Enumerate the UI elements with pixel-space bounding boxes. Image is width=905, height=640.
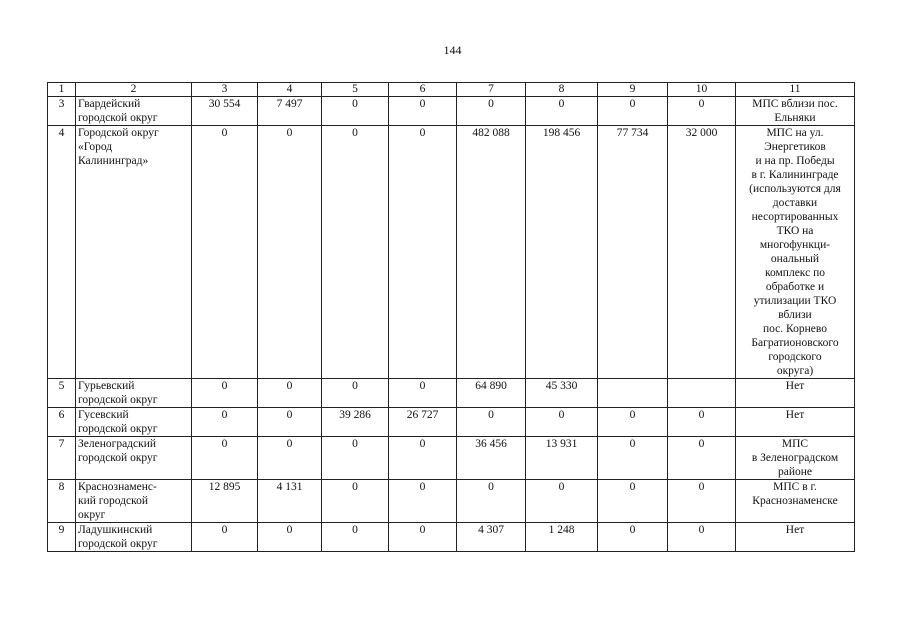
col5-cell: 0 (322, 437, 389, 480)
cell-line: Краснознаменске (752, 495, 838, 507)
cell-line: Зеленоградский (78, 438, 157, 450)
col6-cell: 0 (389, 437, 457, 480)
municipality-name-cell (76, 523, 192, 552)
cell-line: ТКО на (776, 225, 814, 237)
cell-line: Гвардейский (78, 98, 141, 110)
col5-cell: 0 (322, 126, 389, 379)
cell-line: комплекс по (765, 267, 825, 279)
facility-note-cell (736, 480, 855, 523)
cell-line: утилизации ТКО (753, 295, 837, 307)
cell-line: многофункци- (759, 239, 831, 251)
municipality-name-cell (76, 97, 192, 126)
header-cell: 2 (76, 83, 192, 97)
cell-line: Энергетиков (764, 141, 826, 153)
col9-cell: 0 (598, 480, 668, 523)
cell-line: несортированных (751, 211, 839, 223)
cell-line: городской округ (78, 423, 158, 435)
header-cell: 1 (48, 83, 76, 97)
municipality-name-cell (76, 126, 192, 379)
col8-cell: 0 (526, 97, 598, 126)
cell-line: городской округ (78, 112, 158, 124)
col10-cell: 0 (668, 523, 736, 552)
col7-cell: 0 (457, 97, 526, 126)
col5-cell: 0 (322, 523, 389, 552)
cell-line: ональный (770, 253, 820, 265)
col10-cell: 0 (668, 97, 736, 126)
cell-line: округа) (776, 365, 814, 377)
row-number-cell: 8 (48, 480, 76, 523)
col3-cell: 0 (192, 408, 258, 437)
cell-line: МПС на ул. (766, 127, 824, 139)
cell-line: Нет (785, 380, 805, 392)
header-cell: 6 (389, 83, 457, 97)
col6-cell: 0 (389, 480, 457, 523)
facility-note-cell (736, 408, 855, 437)
cell-line: городской округ (78, 538, 158, 550)
col7-cell: 36 456 (457, 437, 526, 480)
row-number-cell: 7 (48, 437, 76, 480)
municipality-name-cell (76, 480, 192, 523)
cell-line: Гусевский (78, 409, 129, 421)
municipality-name-cell (76, 379, 192, 408)
header-cell: 10 (668, 83, 736, 97)
municipality-name-cell (76, 437, 192, 480)
table-row (48, 523, 855, 552)
col6-cell: 0 (389, 523, 457, 552)
col7-cell: 0 (457, 480, 526, 523)
col9-cell: 0 (598, 437, 668, 480)
cell-line: Городской округ (78, 127, 159, 139)
header-cell: 11 (736, 83, 855, 97)
table-row (48, 379, 855, 408)
col7-cell: 64 890 (457, 379, 526, 408)
cell-line: Калининград» (78, 155, 149, 167)
col8-cell: 0 (526, 480, 598, 523)
col8-cell: 198 456 (526, 126, 598, 379)
cell-line: кий городской (78, 495, 148, 507)
col8-cell: 0 (526, 408, 598, 437)
header-cell: 9 (598, 83, 668, 97)
cell-line: вблизи (778, 309, 812, 321)
cell-line: городской округ (78, 452, 158, 464)
header-cell: 8 (526, 83, 598, 97)
col3-cell: 0 (192, 523, 258, 552)
col5-cell: 0 (322, 379, 389, 408)
col10-cell: 0 (668, 408, 736, 437)
col4-cell: 0 (258, 523, 322, 552)
table-row (48, 408, 855, 437)
header-cell: 3 (192, 83, 258, 97)
cell-line: Краснознаменс- (78, 481, 157, 493)
facility-note-cell (736, 126, 855, 379)
header-cell: 4 (258, 83, 322, 97)
cell-line: городской округ (78, 394, 158, 406)
col9-cell (598, 379, 668, 408)
col5-cell: 39 286 (322, 408, 389, 437)
col4-cell: 7 497 (258, 97, 322, 126)
row-number-cell: 9 (48, 523, 76, 552)
facility-note-cell (736, 437, 855, 480)
cell-line: Гурьевский (78, 380, 135, 392)
facility-note-cell (736, 523, 855, 552)
cell-line: Нет (785, 524, 805, 536)
col10-cell: 0 (668, 437, 736, 480)
col10-cell (668, 379, 736, 408)
cell-line: МПС вблизи пос. (752, 98, 838, 110)
cell-line: «Город (78, 141, 113, 153)
table-row (48, 437, 855, 480)
cell-line: МПС (781, 438, 809, 450)
col7-cell: 482 088 (457, 126, 526, 379)
col4-cell: 0 (258, 379, 322, 408)
col6-cell: 0 (389, 97, 457, 126)
table-row (48, 97, 855, 126)
col9-cell: 0 (598, 523, 668, 552)
cell-line: и на пр. Победы (755, 155, 835, 167)
cell-line: в г. Калининграде (751, 169, 839, 181)
page-number: 144 (443, 43, 462, 57)
cell-line: Нет (785, 409, 805, 421)
col7-cell: 4 307 (457, 523, 526, 552)
col10-cell: 32 000 (668, 126, 736, 379)
table-row (48, 480, 855, 523)
cell-line: (используются для (749, 183, 841, 195)
row-number-cell: 4 (48, 126, 76, 379)
col3-cell: 30 554 (192, 97, 258, 126)
col7-cell: 0 (457, 408, 526, 437)
col5-cell: 0 (322, 480, 389, 523)
col8-cell: 45 330 (526, 379, 598, 408)
row-number-cell: 3 (48, 97, 76, 126)
cell-line: Багратионовского (751, 337, 839, 349)
col4-cell: 0 (258, 408, 322, 437)
col3-cell: 0 (192, 379, 258, 408)
col5-cell: 0 (322, 97, 389, 126)
col4-cell: 0 (258, 126, 322, 379)
header-cell: 7 (457, 83, 526, 97)
col3-cell: 0 (192, 126, 258, 379)
col8-cell: 13 931 (526, 437, 598, 480)
facility-note-cell (736, 379, 855, 408)
col6-cell: 0 (389, 126, 457, 379)
waste-data-table (47, 82, 855, 552)
cell-line: Ладушкинский (78, 524, 153, 536)
col4-cell: 0 (258, 437, 322, 480)
cell-line: обработке и (765, 281, 825, 293)
cell-line: пос. Корнево (762, 323, 827, 335)
cell-line: МПС в г. (773, 481, 817, 493)
col6-cell: 0 (389, 379, 457, 408)
col6-cell: 26 727 (389, 408, 457, 437)
cell-line: городского (768, 351, 822, 363)
table-row (48, 126, 855, 379)
cell-line: в Зеленоградском (751, 452, 839, 464)
cell-line: округ (78, 509, 106, 521)
col3-cell: 12 895 (192, 480, 258, 523)
facility-note-cell (736, 97, 855, 126)
col9-cell: 0 (598, 408, 668, 437)
col4-cell: 4 131 (258, 480, 322, 523)
col9-cell: 77 734 (598, 126, 668, 379)
col10-cell: 0 (668, 480, 736, 523)
col8-cell: 1 248 (526, 523, 598, 552)
municipality-name-cell (76, 408, 192, 437)
header-cell: 5 (322, 83, 389, 97)
table-header-row (48, 83, 855, 97)
col9-cell: 0 (598, 97, 668, 126)
cell-line: районе (777, 466, 813, 478)
cell-line: Ельняки (774, 112, 816, 124)
cell-line: доставки (772, 197, 818, 209)
col3-cell: 0 (192, 437, 258, 480)
row-number-cell: 6 (48, 408, 76, 437)
row-number-cell: 5 (48, 379, 76, 408)
